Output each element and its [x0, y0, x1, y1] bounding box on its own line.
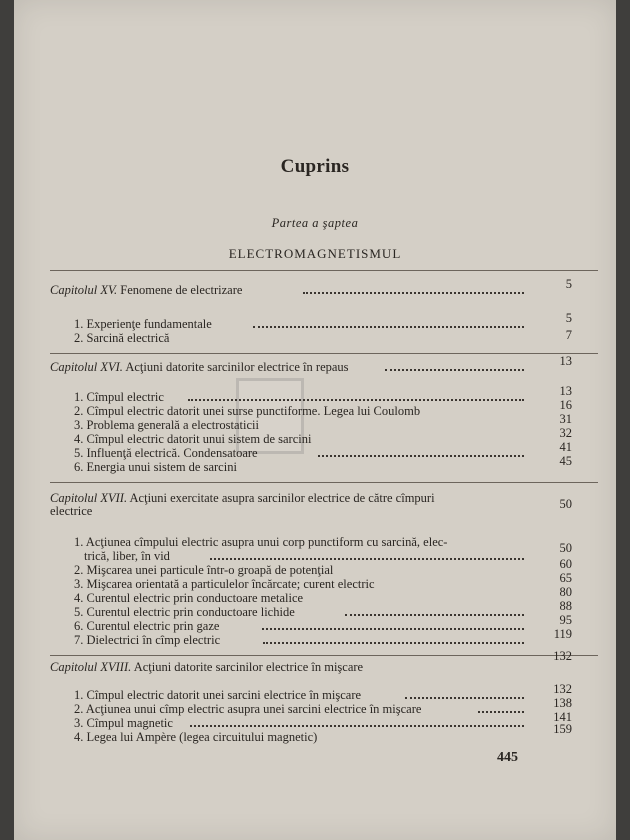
- toc-entry: [0, 696, 572, 717]
- leader-dots: [190, 725, 524, 727]
- entry-label: 3. Problema generală a electrostaticii: [74, 418, 259, 432]
- entry-label: 3. Cîmpul magnetic: [74, 716, 173, 730]
- page-ref: 13: [559, 354, 572, 368]
- toc-entry: [0, 412, 572, 433]
- page-ref: 132: [553, 649, 572, 663]
- toc-entry: [0, 682, 572, 703]
- leader-dots: [263, 642, 524, 644]
- leader-dots: [318, 455, 524, 457]
- chapter-heading: [50, 660, 363, 675]
- section-heading: ELECTROMAGNETISMUL: [228, 246, 402, 261]
- page-ref: 32: [559, 426, 572, 440]
- chapter-line: [0, 354, 572, 375]
- page-ref: 13: [559, 384, 572, 398]
- page-ref: 41: [559, 440, 572, 454]
- entry-label-cont: trică, liber, în vid: [84, 549, 170, 563]
- toc-entry: [0, 585, 572, 606]
- page-ref: 16: [559, 398, 572, 412]
- chapter-line: [0, 649, 572, 675]
- page-ref: 141: [553, 710, 572, 724]
- page-ref: 80: [559, 585, 572, 599]
- page-ref: 88: [559, 599, 572, 613]
- page-ref: 31: [559, 412, 572, 426]
- leader-dots: [188, 399, 524, 401]
- page-ref: 132: [553, 682, 572, 696]
- toc-entry: [0, 426, 572, 447]
- leader-dots: [478, 711, 524, 713]
- chapter-title-cont: electrice: [50, 504, 93, 518]
- page-number: 445: [497, 750, 518, 765]
- page-ref: 60: [559, 557, 572, 571]
- toc-entry: [0, 557, 572, 578]
- chapter-heading: [50, 283, 242, 298]
- toc-entry: [0, 398, 572, 419]
- chapter-title: Acţiuni datorite sarcinilor electrice în mişcare: [133, 660, 364, 674]
- leader-line: [0, 549, 572, 564]
- page-ref: 50: [559, 541, 572, 555]
- entry-label: 6. Curentul electric prin gaze: [74, 619, 220, 633]
- entry-label: 1. Acţiunea cîmpului electric asupra unui corp punctiform cu sarcină, elec-: [74, 535, 448, 549]
- chapter-number: Capitolul XVI.: [50, 360, 123, 374]
- chapter-heading: [50, 491, 435, 506]
- page-ref: 65: [559, 571, 572, 585]
- entry-label: 3. Mişcarea orientată a particulelor încărcate; curent electric: [74, 577, 375, 591]
- page-ref: 5: [565, 277, 572, 291]
- entry-label: 5. Curentul electric prin conductoare lichide: [74, 605, 295, 619]
- chapter-line: [0, 277, 572, 298]
- chapter-heading: [50, 360, 349, 375]
- toc-entry: [0, 613, 572, 634]
- page-ref: 5: [565, 311, 572, 325]
- toc-entry: [0, 627, 572, 648]
- entry-label: 4. Curentul electric prin conductoare metalice: [74, 591, 304, 605]
- divider: [50, 353, 598, 354]
- part-heading: Partea a şaptea: [271, 216, 359, 230]
- leader-dots: [345, 614, 524, 616]
- chapter-number: Capitolul XVIII.: [50, 660, 132, 674]
- divider: [50, 482, 598, 483]
- entry-label: 4. Cîmpul electric datorit unui sistem de sarcini: [74, 432, 312, 446]
- toc-entry: [0, 454, 572, 475]
- entry-label: 7. Dielectrici în cîmp electric: [74, 633, 221, 647]
- chapter-number: Capitolul XV.: [50, 283, 118, 297]
- page-ref: 159: [553, 722, 572, 736]
- leader-dots: [253, 326, 524, 328]
- entry-label: 2. Cîmpul electric datorit unei surse punctiforme. Legea lui Coulomb: [74, 404, 421, 418]
- toc-entry: [0, 710, 572, 731]
- chapter-title: Fenomene de electrizare: [120, 283, 243, 297]
- toc-entry: [0, 599, 572, 620]
- entry-label: 1. Cîmpul electric datorit unei sarcini electrice în mişcare: [74, 688, 362, 702]
- page-ref: 50: [559, 497, 572, 511]
- toc-entry: [0, 440, 572, 461]
- page-ref: 95: [559, 613, 572, 627]
- leader-dots: [210, 558, 524, 560]
- leader-dots: [303, 292, 524, 294]
- toc-entry: [0, 311, 572, 332]
- toc-entry: [0, 328, 572, 346]
- toc-entry: [0, 384, 572, 405]
- toc-entry: [0, 535, 572, 555]
- divider: [50, 655, 598, 656]
- divider: [50, 270, 598, 271]
- page-ref: 119: [553, 627, 572, 641]
- page-ref: 7: [565, 328, 572, 342]
- entry-label: 4. Legea lui Ampère (legea circuitului magnetic): [74, 730, 318, 744]
- entry-label: 6. Energia unui sistem de sarcini: [74, 460, 237, 474]
- page-ref: 138: [553, 696, 572, 710]
- chapter-number: Capitolul XVII.: [50, 491, 128, 505]
- chapter-title: Acţiuni datorite sarcinilor electrice în repaus: [125, 360, 349, 374]
- page-title: Cuprins: [280, 156, 350, 177]
- entry-label: 2. Acţiunea unui cîmp electric asupra unei sarcini electrice în mişcare: [74, 702, 422, 716]
- entry-label: 2. Sarcină electrică: [74, 331, 170, 345]
- entry-label: 1. Experienţe fundamentale: [74, 317, 212, 331]
- leader-dots: [262, 628, 524, 630]
- entry-label: 2. Mişcarea unei particule într-o groapă de potenţial: [74, 563, 334, 577]
- entry-label: 1. Cîmpul electric: [74, 390, 164, 404]
- entry-label: 5. Influenţă electrică. Condensatoare: [74, 446, 258, 460]
- leader-dots: [405, 697, 524, 699]
- toc-entry: [0, 571, 572, 592]
- chapter-title: Acţiuni exercitate asupra sarcinilor electrice de către cîmpuri: [129, 491, 435, 505]
- leader-dots: [385, 369, 524, 371]
- page-ref: 45: [559, 454, 572, 468]
